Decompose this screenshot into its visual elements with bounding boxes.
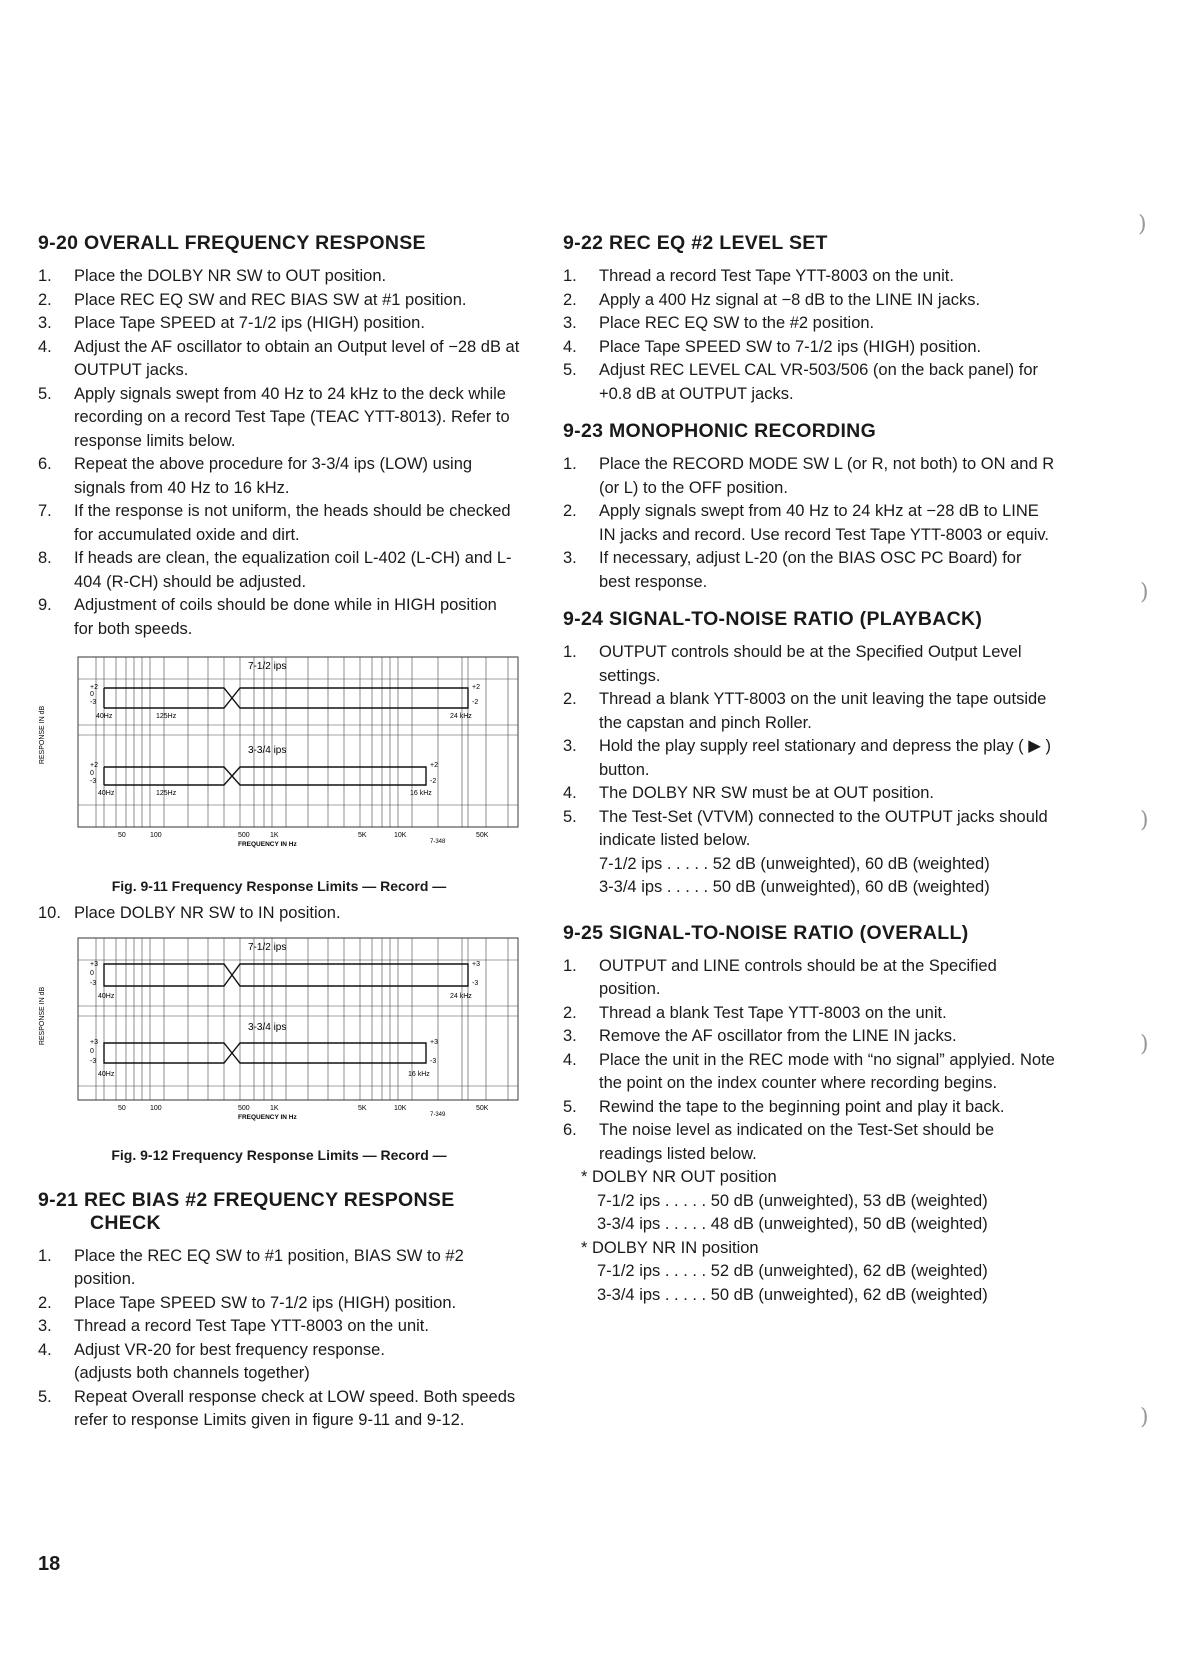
section-title: 9-24 SIGNAL-TO-NOISE RATIO (PLAYBACK) bbox=[563, 608, 983, 630]
list-item: 4. Adjust VR-20 for best frequency response. (adjusts both channels together) bbox=[38, 1340, 385, 1382]
list-item: 3. Hold the play supply reel stationary and depress the play ( ▶ ) button. bbox=[563, 737, 1052, 779]
binder-mark: ) bbox=[1138, 212, 1147, 237]
binder-mark: ) bbox=[1140, 1405, 1149, 1430]
x-axis-label: FREQUENCY IN Hz bbox=[238, 841, 297, 848]
list-item: 4. The DOLBY NR SW must be at OUT position. bbox=[563, 784, 935, 802]
list-item: 2. Thread a blank Test Tape YTT-8003 on the unit. bbox=[563, 1003, 947, 1022]
freq-label: 16 kHz bbox=[410, 790, 432, 797]
binder-mark: ) bbox=[1140, 1032, 1149, 1057]
list-item: 5. Rewind the tape to the beginning point and play it back. bbox=[563, 1097, 1005, 1116]
speed-label: 3-3/4 ips bbox=[248, 745, 287, 756]
x-tick-label: 50K bbox=[476, 1104, 489, 1112]
freq-label: 24 kHz bbox=[450, 713, 472, 720]
x-tick-label: 100 bbox=[150, 832, 162, 839]
reading-row: 7-1/2 ips . . . . . 50 dB (unweighted), 53 dB (weighted) bbox=[597, 1191, 988, 1210]
list-item: 5. Adjust REC LEVEL CAL VR-503/506 (on the back panel) for +0.8 dB at OUTPUT jacks. bbox=[563, 361, 1039, 403]
list-item: 10. Place DOLBY NR SW to IN position. bbox=[38, 904, 341, 922]
reading-heading: * DOLBY NR OUT position bbox=[581, 1168, 777, 1186]
list-item: 3. Thread a record Test Tape YTT-8003 on the unit. bbox=[38, 1317, 429, 1335]
tick-label: +2 bbox=[90, 684, 98, 691]
freq-label: 125Hz bbox=[156, 790, 177, 797]
x-tick-label: 50 bbox=[118, 1104, 126, 1112]
page-number: 18 bbox=[38, 1553, 61, 1575]
tick-label: -3 bbox=[472, 979, 479, 987]
list-item: 3. Place Tape SPEED at 7-1/2 ips (HIGH) position. bbox=[38, 314, 425, 332]
freq-label: 40Hz bbox=[98, 1070, 115, 1078]
section-9-23 bbox=[563, 420, 1057, 594]
x-tick-label: 1K bbox=[270, 832, 279, 839]
list-item: 4. Adjust the AF oscillator to obtain an Output level of −28 dB at OUTPUT jacks. bbox=[38, 337, 520, 379]
reading-row: 7-1/2 ips . . . . . 52 dB (unweighted), 60 dB (weighted) bbox=[599, 854, 990, 873]
dolby-out-readings bbox=[563, 1166, 1057, 1307]
list-item: 3. If necessary, adjust L-20 (on the BIAS OSC PC Board) for best response. bbox=[563, 549, 1022, 591]
x-tick-label: 500 bbox=[238, 832, 250, 839]
chart-9-12 bbox=[38, 936, 520, 1136]
tick-label: -3 bbox=[90, 979, 97, 987]
list-item: 2. Apply a 400 Hz signal at −8 dB to the LINE IN jacks. bbox=[563, 290, 981, 309]
x-tick-label: 50 bbox=[118, 832, 126, 839]
tick-label: +3 bbox=[90, 1038, 98, 1046]
list-item: 5. Repeat Overall response check at LOW speed. Both speeds refer to response Limits given in figure 9-11 and 9-12. bbox=[38, 1387, 516, 1429]
list-item: 4. Place the unit in the REC mode with “no signal” applyied. Note the point on the index counter where recording begins. bbox=[563, 1050, 1055, 1092]
step-list bbox=[563, 265, 1057, 406]
freq-label: 16 kHz bbox=[408, 1070, 430, 1078]
step-list bbox=[38, 1245, 520, 1433]
x-tick-label: 1K bbox=[270, 1104, 279, 1112]
binder-mark: ) bbox=[1140, 580, 1149, 605]
list-item: 4. Place Tape SPEED SW to 7-1/2 ips (HIGH) position. bbox=[563, 337, 982, 356]
tick-label: -2 bbox=[472, 699, 479, 706]
y-axis-label: RESPONSE IN dB bbox=[39, 705, 46, 765]
step-list bbox=[563, 641, 1057, 900]
list-item: 2. Thread a blank YTT-8003 on the unit leaving the tape outside the capstan and pinch Roller. bbox=[563, 690, 1047, 732]
x-tick-label: 10K bbox=[394, 832, 407, 839]
reading-row: 3-3/4 ips . . . . . 50 dB (unweighted), 62 dB (weighted) bbox=[597, 1285, 988, 1304]
tick-label: +3 bbox=[430, 1038, 438, 1046]
figure-code: 7-349 bbox=[430, 1111, 446, 1118]
tick-label: +3 bbox=[90, 960, 98, 968]
figure-9-12 bbox=[38, 936, 520, 1163]
x-axis-label: FREQUENCY IN Hz bbox=[238, 1113, 297, 1121]
freq-label: 24 kHz bbox=[450, 992, 472, 1000]
list-item: 5. Apply signals swept from 40 Hz to 24 kHz to the deck while recording on a record Test Tape (TEAC YTT-8013). Refer to response limits below. bbox=[38, 384, 510, 450]
freq-label: 40Hz bbox=[98, 790, 115, 797]
x-tick-label: 500 bbox=[238, 1104, 250, 1112]
grid-line bbox=[78, 657, 518, 827]
list-item: 5. The Test-Set (VTVM) connected to the OUTPUT jacks should indicate listed below. 7-1/2 ips . . . . . 52 dB (unweighted), 60 dB (weighted) 3-3/4 ips . . . . . 50 dB (unweighted), 60 dB (weighted) bbox=[563, 806, 1057, 900]
limit-band bbox=[104, 1043, 426, 1063]
reading-row: 3-3/4 ips . . . . . 48 dB (unweighted), 50 dB (weighted) bbox=[597, 1215, 988, 1233]
x-tick-label: 5K bbox=[358, 832, 367, 839]
freq-label: 40Hz bbox=[98, 992, 115, 1000]
tick-label: -2 bbox=[430, 778, 437, 785]
tick-label: -3 bbox=[90, 778, 97, 785]
list-item: 2. Place Tape SPEED SW to 7-1/2 ips (HIGH) position. bbox=[38, 1293, 457, 1312]
list-item: 1. Place the RECORD MODE SW L (or R, not both) to ON and R (or L) to the OFF position. bbox=[563, 455, 1055, 497]
list-item: 1. Place the DOLBY NR SW to OUT position. bbox=[38, 267, 387, 285]
reading-row: 7-1/2 ips . . . . . 52 dB (unweighted), 62 dB (weighted) bbox=[597, 1262, 988, 1280]
list-item: 1. Thread a record Test Tape YTT-8003 on the unit. bbox=[563, 267, 954, 285]
list-item: 6. The noise level as indicated on the Test-Set should be readings listed below. bbox=[563, 1121, 995, 1163]
left-column bbox=[38, 232, 520, 1447]
section-9-24 bbox=[563, 608, 1057, 900]
section-9-25 bbox=[563, 922, 1057, 1308]
tick-label: +2 bbox=[90, 762, 98, 769]
grid-line bbox=[78, 938, 518, 1100]
figure-code: 7-348 bbox=[430, 839, 446, 845]
figure-caption: Fig. 9-12 Frequency Response Limits — Record — bbox=[111, 1146, 447, 1163]
x-ticks bbox=[118, 1105, 489, 1112]
list-item: 3. Place REC EQ SW to the #2 position. bbox=[563, 314, 875, 332]
speed-label: 3-3/4 ips bbox=[248, 1021, 287, 1033]
tick-label: +2 bbox=[430, 762, 438, 769]
x-tick-label: 100 bbox=[150, 1104, 162, 1112]
freq-label: 125Hz bbox=[156, 713, 177, 720]
section-9-22 bbox=[563, 232, 1057, 406]
y-axis-label: RESPONSE IN dB bbox=[39, 986, 46, 1045]
step-list bbox=[563, 955, 1057, 1167]
x-tick-label: 10K bbox=[394, 1104, 407, 1112]
list-item: 2. Apply signals swept from 40 Hz to 24 kHz at −28 dB to LINE IN jacks and record. Use record Test Tape YTT-8003 or equiv. bbox=[563, 502, 1050, 544]
tick-label: +2 bbox=[472, 684, 480, 691]
tick-label: +3 bbox=[472, 960, 480, 968]
reading-heading: * DOLBY NR IN position bbox=[581, 1238, 759, 1257]
section-title: 9-20 OVERALL FREQUENCY RESPONSE bbox=[38, 232, 426, 254]
x-ticks bbox=[118, 832, 489, 839]
list-item: 7. If the response is not uniform, the heads should be checked for accumulated oxide and dirt. bbox=[38, 502, 511, 544]
figure-9-11 bbox=[38, 655, 520, 894]
list-item: 1. OUTPUT controls should be at the Specified Output Level settings. bbox=[563, 643, 1022, 685]
tick-label: 0 bbox=[90, 969, 94, 977]
step-list bbox=[38, 265, 520, 641]
list-item: 1. OUTPUT and LINE controls should be at the Specified position. bbox=[563, 956, 997, 998]
tick-label: 0 bbox=[90, 691, 94, 698]
section-9-20 bbox=[38, 232, 520, 641]
list-item: 3. Remove the AF oscillator from the LINE IN jacks. bbox=[563, 1027, 957, 1045]
section-title: 9-23 MONOPHONIC RECORDING bbox=[563, 420, 877, 442]
section-title: 9-21 REC BIAS #2 FREQUENCY RESPONSE CHECK bbox=[38, 1188, 455, 1234]
step-list bbox=[38, 902, 520, 926]
section-title: 9-22 REC EQ #2 LEVEL SET bbox=[563, 232, 828, 254]
x-tick-label: 50K bbox=[476, 832, 489, 839]
speed-label: 7-1/2 ips bbox=[248, 941, 287, 953]
limit-band bbox=[104, 767, 426, 785]
list-item: 6. Repeat the above procedure for 3-3/4 ips (LOW) using signals from 40 Hz to 16 kHz. bbox=[38, 455, 473, 497]
list-item: 2. Place REC EQ SW and REC BIAS SW at #1 position. bbox=[38, 290, 467, 309]
step-list bbox=[563, 453, 1057, 594]
section-title: 9-25 SIGNAL-TO-NOISE RATIO (OVERALL) bbox=[563, 921, 969, 944]
tick-label: 0 bbox=[90, 1047, 94, 1055]
right-column bbox=[563, 232, 1057, 1321]
tick-label: 0 bbox=[90, 770, 94, 777]
section-9-21 bbox=[38, 1189, 520, 1433]
chart-grid bbox=[78, 657, 518, 827]
chart-grid bbox=[78, 938, 518, 1100]
figure-caption: Fig. 9-11 Frequency Response Limits — Record — bbox=[111, 878, 447, 894]
chart-9-11 bbox=[38, 655, 520, 867]
list-item: 8. If heads are clean, the equalization coil L-402 (L-CH) and L-404 (R-CH) should be adjusted. bbox=[38, 549, 512, 591]
list-item: 9. Adjustment of coils should be done while in HIGH position for both speeds. bbox=[38, 596, 497, 638]
tick-label: -3 bbox=[430, 1057, 437, 1065]
reading-row: 3-3/4 ips . . . . . 50 dB (unweighted), 60 dB (weighted) bbox=[599, 878, 990, 896]
x-tick-label: 5K bbox=[358, 1104, 367, 1112]
speed-label: 7-1/2 ips bbox=[248, 661, 287, 672]
binder-mark: ) bbox=[1140, 808, 1149, 833]
list-item: 1. Place the REC EQ SW to #1 position, BIAS SW to #2 position. bbox=[38, 1246, 464, 1288]
tick-label: -3 bbox=[90, 1057, 97, 1065]
tick-label: -3 bbox=[90, 699, 97, 706]
freq-label: 40Hz bbox=[96, 713, 113, 720]
